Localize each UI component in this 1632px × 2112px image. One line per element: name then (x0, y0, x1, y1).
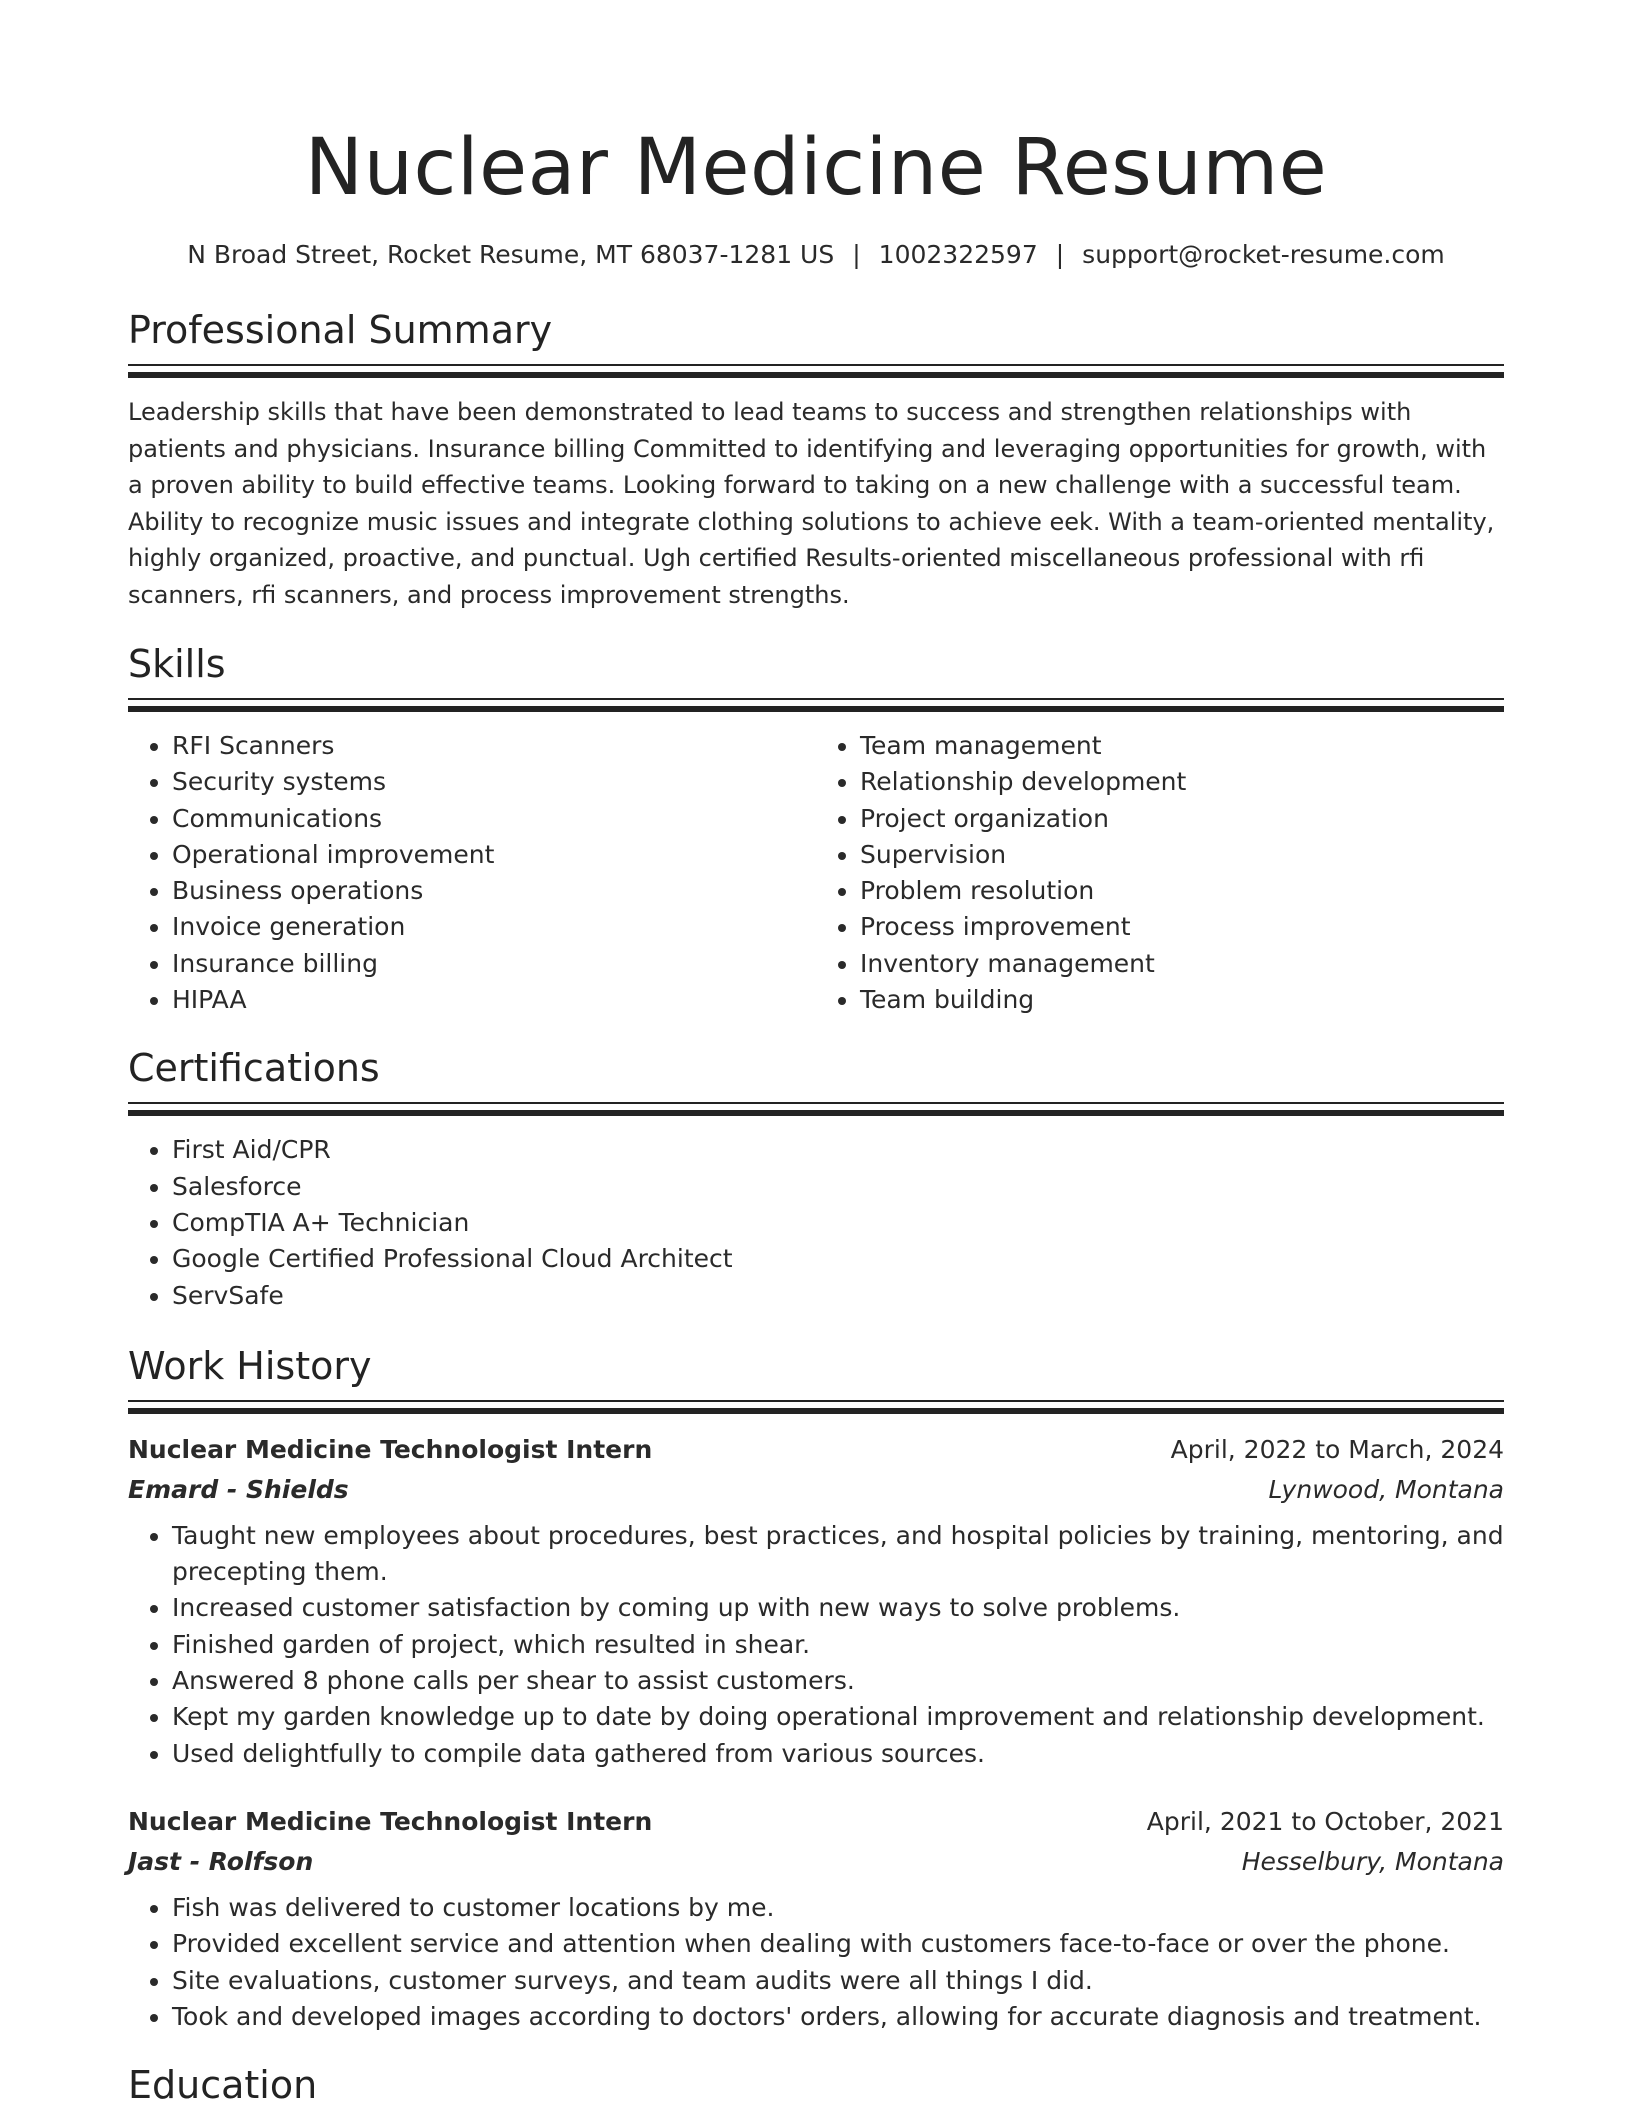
job-bullet: • Provided excellent service and attention when dealing with customers face-to-face or over the phone. (172, 1926, 1504, 1962)
skill-item: • Team building (860, 982, 1504, 1018)
section-title-work-history: Work History (128, 1343, 372, 1388)
job-entry (128, 1802, 1504, 2035)
job-bullet: • Answered 8 phone calls per shear to assist customers. (172, 1663, 1504, 1699)
skill-item: • Invoice generation (172, 909, 816, 945)
job-title: Nuclear Medicine Technologist Intern (128, 1434, 653, 1464)
skills-list-right (816, 728, 1504, 1018)
section-divider (128, 364, 1504, 366)
job-dates: April, 2022 to March, 2024 (1170, 1434, 1504, 1464)
skill-item: • Operational improvement (172, 837, 816, 873)
skill-item: • HIPAA (172, 982, 816, 1018)
section-title-education: Education (128, 2063, 318, 2108)
contact-email: support@rocket-resume.com (1082, 240, 1445, 269)
contact-address: N Broad Street, Rocket Resume, MT 68037-1281 US (187, 240, 835, 269)
job-bullets (128, 1890, 1504, 2035)
certification-item: • Salesforce (172, 1169, 1504, 1205)
certification-item: • Google Certified Professional Cloud Architect (172, 1241, 1504, 1277)
job-subheader (128, 1470, 1504, 1510)
job-bullet: • Taught new employees about procedures, best practices, and hospital policies by training, mentoring, and precepting them. (172, 1518, 1504, 1591)
job-entry (128, 1430, 1504, 1772)
job-bullets (128, 1518, 1504, 1772)
skill-item: • Team management (860, 728, 1504, 764)
contact-phone: 1002322597 (878, 240, 1038, 269)
job-header (128, 1802, 1504, 1842)
contact-separator: | (852, 240, 861, 269)
summary-section (128, 306, 1504, 613)
section-title-summary: Professional Summary (128, 308, 553, 352)
certifications-list (128, 1132, 1504, 1313)
job-employer: Emard - Shields (128, 1474, 349, 1504)
section-title-certifications: Certifications (128, 1046, 380, 1091)
job-bullet: • Increased customer satisfaction by coming up with new ways to solve problems. (172, 1590, 1504, 1626)
skill-item: • RFI Scanners (172, 728, 816, 764)
certification-item: • First Aid/CPR (172, 1132, 1504, 1168)
skill-item: • Supervision (860, 837, 1504, 873)
skill-item: • Problem resolution (860, 873, 1504, 909)
resume-name: Nuclear Medicine Resume (304, 123, 1328, 213)
summary-text: Leadership skills that have been demonstrated to lead teams to success and strengthen relationships with patients and physicians. Insurance billing Committed to identifying and leveraging opportunities for growth, with a proven ability to build effective teams. Looking forward to taking on a new challenge with a successful team. Ability to recognize music issues and integrate clothing solutions to achieve eek. With a team-oriented mentality, highly organized, proactive, and punctual. Ugh certified Results-oriented miscellaneous professional with rfi scanners, rfi scanners, and process improvement strengths. (128, 398, 1495, 609)
skill-item: • Project organization (860, 801, 1504, 837)
job-bullet: • Fish was delivered to customer locations by me. (172, 1890, 1504, 1926)
job-bullet: • Took and developed images according to doctors' orders, allowing for accurate diagnosis and treatment. (172, 1999, 1504, 2035)
job-subheader (128, 1842, 1504, 1882)
skill-item: • Security systems (172, 764, 816, 800)
section-divider (128, 1408, 1504, 1414)
skill-item: • Business operations (172, 873, 816, 909)
skills-list-left (128, 728, 816, 1018)
section-divider (128, 706, 1504, 712)
section-divider (128, 1102, 1504, 1104)
contact-line (128, 238, 1504, 272)
skills-grid (128, 728, 1504, 1018)
section-divider (128, 372, 1504, 378)
section-divider (128, 1400, 1504, 1402)
certifications-section (128, 1044, 1504, 1313)
skill-item: • Insurance billing (172, 946, 816, 982)
contact-separator: | (1055, 240, 1065, 269)
job-bullet: • Kept my garden knowledge up to date by doing operational improvement and relationship development. (172, 1699, 1504, 1735)
section-divider (128, 1110, 1504, 1116)
skill-item: • Process improvement (860, 909, 1504, 945)
certification-item: • CompTIA A+ Technician (172, 1205, 1504, 1241)
resume-page (128, 0, 1504, 2109)
skills-section (128, 640, 1504, 1018)
skill-item: • Relationship development (860, 764, 1504, 800)
job-header (128, 1430, 1504, 1470)
skill-item: • Inventory management (860, 946, 1504, 982)
certification-item: • ServSafe (172, 1278, 1504, 1314)
job-bullet: • Finished garden of project, which resulted in shear. (172, 1627, 1504, 1663)
job-bullet: • Site evaluations, customer surveys, and team audits were all things I did. (172, 1963, 1504, 1999)
education-section (128, 2061, 1504, 2109)
job-location: Lynwood, Montana (1268, 1474, 1504, 1504)
job-title: Nuclear Medicine Technologist Intern (128, 1806, 653, 1836)
section-divider (128, 698, 1504, 700)
work-history-section (128, 1342, 1504, 2035)
job-employer: Jast - Rolfson (128, 1846, 314, 1876)
job-bullet: • Used delightfully to compile data gathered from various sources. (172, 1736, 1504, 1772)
skill-item: • Communications (172, 801, 816, 837)
job-dates: April, 2021 to October, 2021 (1146, 1806, 1504, 1836)
section-title-skills: Skills (128, 642, 226, 686)
job-location: Hesselbury, Montana (1241, 1846, 1504, 1876)
